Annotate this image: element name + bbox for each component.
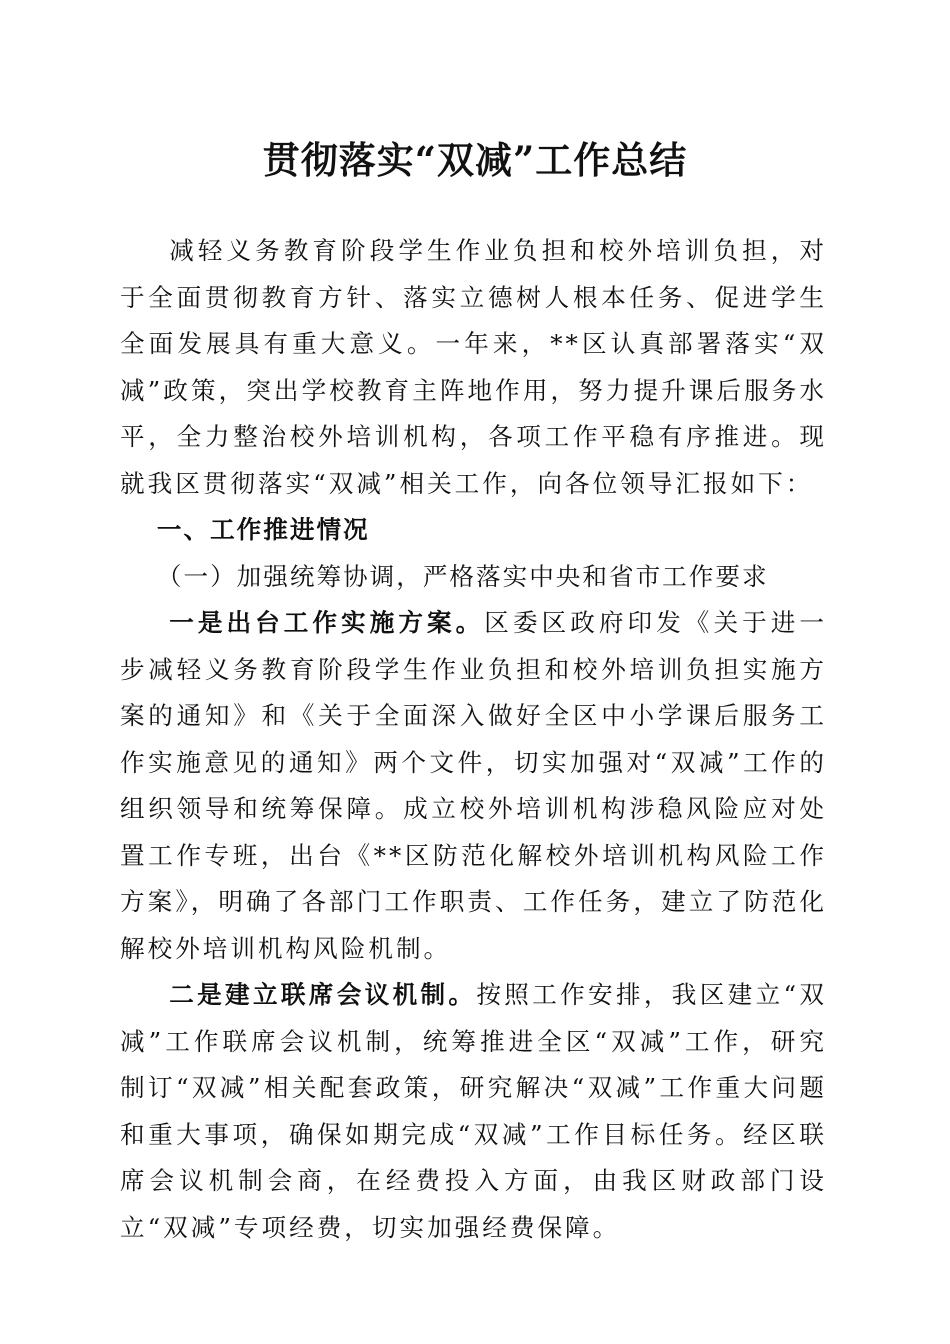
paragraph-2: [120, 972, 827, 1251]
paragraph-1-body: 区委区政府印发《关于进一步减轻义务教育阶段学生作业负担和校外培训负担实施方案的通知》和《关于全面深入做好全区中小学课后服务工作实施意见的通知》两个文件，切实加强对“双减”工作的组织领导和统筹保障。成立校外培训机构涉稳风险应对处置工作专班，出台《**区防范化解校外培训机构风险工作方案》，明确了各部门工作职责、工作任务，建立了防范化解校外培训机构风险机制。: [120, 608, 827, 963]
section-heading: 一、工作推进情况: [156, 515, 370, 544]
paragraph-1: [120, 600, 827, 972]
paragraph-2-lead: 二是建立联席会议机制。: [169, 980, 477, 1009]
paragraph-1-lead: 一是出台工作实施方案。: [169, 608, 485, 637]
document-title: 贯彻落实“双减”工作总结: [262, 138, 688, 182]
subsection-heading: （一）加强统筹协调，严格落实中央和省市工作要求: [156, 561, 769, 591]
document-body: [120, 228, 827, 1251]
paragraph-2-body: 按照工作安排，我区建立“双减”工作联席会议机制，统筹推进全区“双减”工作，研究制订“双减”相关配套政策，研究解决“双减”工作重大问题和重大事项，确保如期完成“双减”工作目标任务。经区联席会议机制会商，在经费投入方面，由我区财政部门设立“双减”专项经费，切实加强经费保障。: [120, 980, 827, 1242]
intro-paragraph: 减轻义务教育阶段学生作业负担和校外培训负担，对于全面贯彻教育方针、落实立德树人根本任务、促进学生全面发展具有重大意义。一年来，**区认真部署落实“双减”政策，突出学校教育主阵地作用，努力提升课后服务水平，全力整治校外培训机构，各项工作平稳有序推进。现就我区贯彻落实“双减”相关工作，向各位领导汇报如下：: [120, 236, 827, 498]
